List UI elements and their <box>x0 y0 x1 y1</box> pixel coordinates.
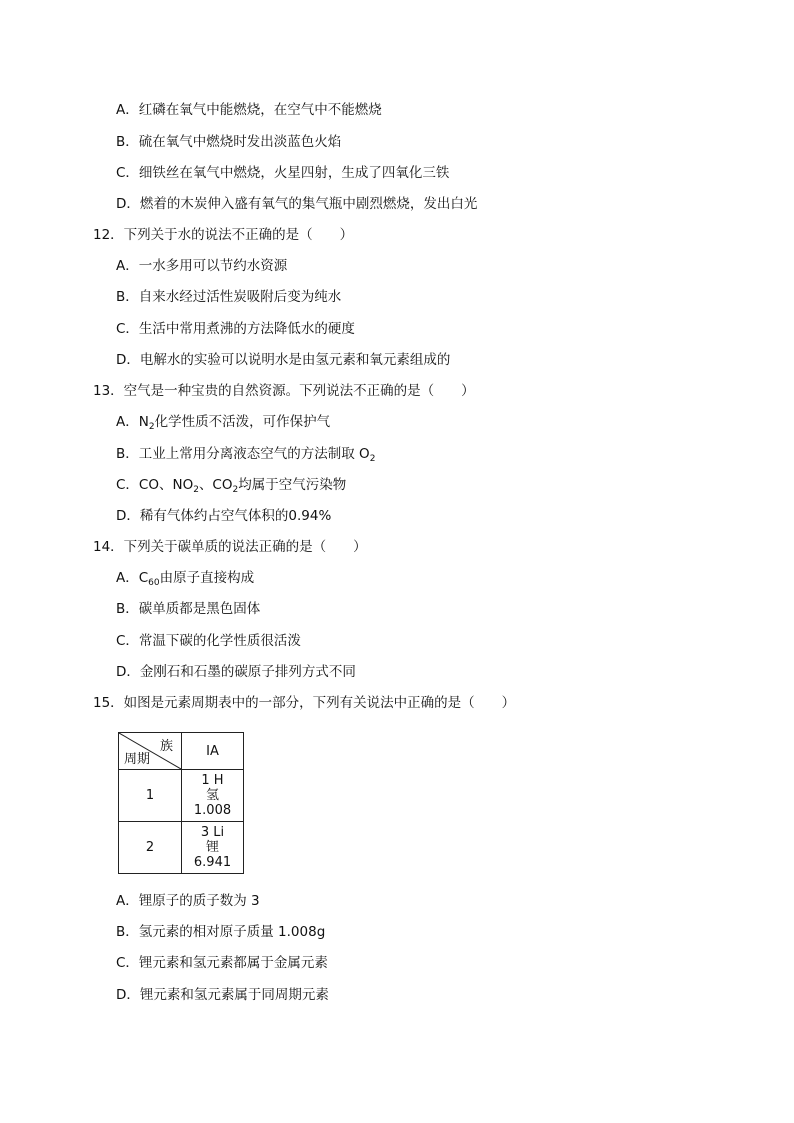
element-name: 氢 <box>205 788 219 803</box>
q14-option-a: A．$C_{60}$由原子直接构成 <box>116 570 255 588</box>
corner-label-period: 周期 <box>124 752 151 767</box>
q14-option-b: B．碳单质都是黑色固体 <box>116 601 261 617</box>
element-number-symbol: 3 Li <box>200 825 225 840</box>
element-cell-hydrogen <box>182 770 244 822</box>
q12-option-c: C．生活中常用煮沸的方法降低水的硬度 <box>116 321 355 337</box>
table-row <box>119 770 244 822</box>
q15-option-b: B．氢元素的相对原子质量 1.008g <box>116 924 326 940</box>
period-cell: 2 <box>119 822 182 874</box>
q13-stem: 13．空气是一种宝贵的自然资源。下列说法不正确的是（ ） <box>93 383 475 399</box>
element-mass: 6.941 <box>193 855 232 870</box>
q12-option-a: A．一水多用可以节约水资源 <box>116 258 288 274</box>
table-header-row <box>119 733 244 770</box>
q12-option-d: D．电解水的实验可以说明水是由氢元素和氧元素组成的 <box>116 352 451 368</box>
q13-option-b: B．工业上常用分离液态空气的方法制取 $O_2$ <box>116 446 376 464</box>
q11-option-d: D．燃着的木炭伸入盛有氧气的集气瓶中剧烈燃烧，发出白光 <box>116 196 478 212</box>
q15-option-d: D．锂元素和氢元素属于同周期元素 <box>116 987 329 1003</box>
period-cell: 1 <box>119 770 182 822</box>
element-name: 锂 <box>205 840 219 855</box>
element-cell-lithium <box>182 822 244 874</box>
periodic-table-fragment <box>118 732 244 874</box>
q13-option-c: C．CO、$NO_2$、$CO_2$均属于空气污染物 <box>116 477 347 495</box>
q15-option-a: A．锂原子的质子数为 3 <box>116 893 260 909</box>
table-row <box>119 822 244 874</box>
element-number-symbol: 1 H <box>201 773 224 788</box>
element-mass: 1.008 <box>193 803 232 818</box>
q11-option-a: A．红磷在氧气中能燃烧，在空气中不能燃烧 <box>116 102 382 118</box>
q12-option-b: B．自来水经过活性炭吸附后变为纯水 <box>116 289 342 305</box>
corner-label-group: 族 <box>159 739 173 754</box>
q11-option-c: C．细铁丝在氧气中燃烧，火星四射，生成了四氧化三铁 <box>116 165 450 181</box>
q14-option-d: D．金刚石和石墨的碳原子排列方式不同 <box>116 664 356 680</box>
q13-option-d: D．稀有气体约占空气体积的0.94% <box>116 508 332 524</box>
q14-option-c: C．常温下碳的化学性质很活泼 <box>116 633 301 649</box>
q13-option-a: A．$N_2$化学性质不活泼，可作保护气 <box>116 414 331 432</box>
group-header: ⅠA <box>182 733 244 770</box>
q15-option-c: C．锂元素和氢元素都属于金属元素 <box>116 955 328 971</box>
table-corner-cell <box>119 733 182 770</box>
q14-stem: 14．下列关于碳单质的说法正确的是（ ） <box>93 539 367 555</box>
q11-option-b: B．硫在氧气中燃烧时发出淡蓝色火焰 <box>116 134 342 150</box>
q15-stem: 15．如图是元素周期表中的一部分，下列有关说法中正确的是（ ） <box>93 695 516 711</box>
q12-stem: 12．下列关于水的说法不正确的是（ ） <box>93 227 354 243</box>
